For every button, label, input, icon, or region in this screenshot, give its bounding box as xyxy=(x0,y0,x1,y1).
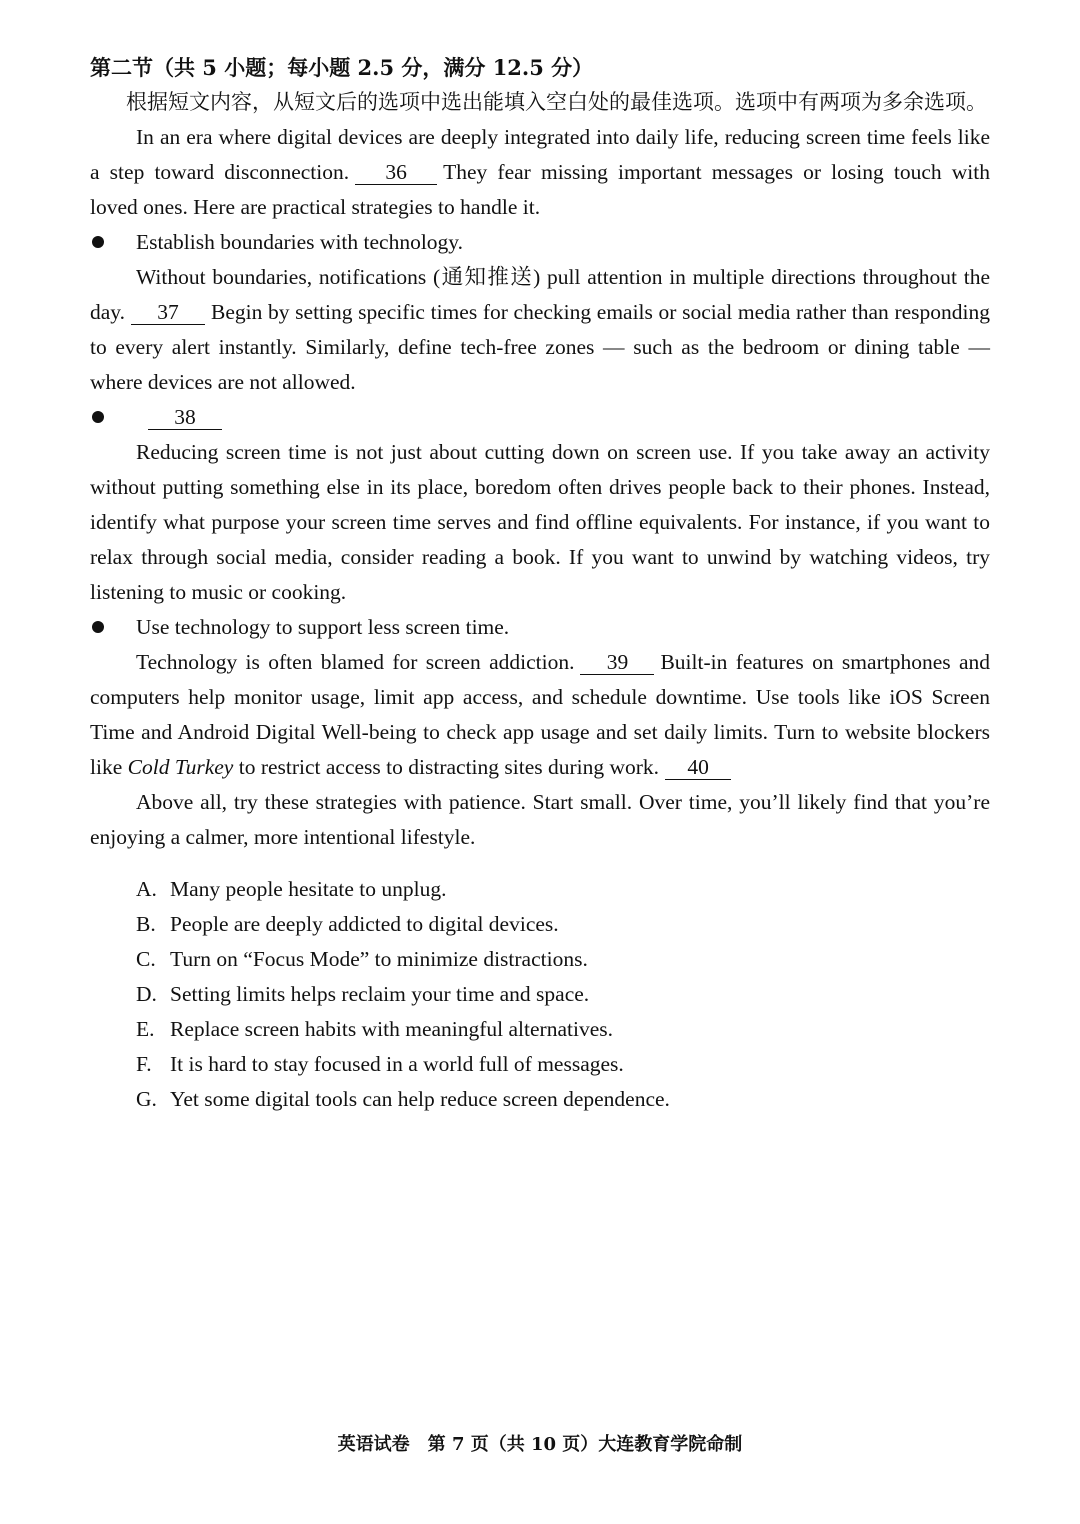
option-f xyxy=(136,1047,990,1082)
option-g xyxy=(136,1082,990,1117)
bullet-dot-icon xyxy=(92,236,104,248)
bullet-1-paragraph xyxy=(90,260,990,400)
option-letter: G. xyxy=(136,1087,157,1111)
bullet-heading-1-text: Establish boundaries with technology. xyxy=(136,230,464,254)
bullet-3-text-3: to restrict access to distracting sites during work. xyxy=(238,755,660,779)
option-letter: E. xyxy=(136,1017,155,1041)
blank-36: 36 xyxy=(355,160,437,185)
bullet-2-paragraph: Reducing screen time is not just about cutting down on screen use. If you take away an activity without putting something else in its place, boredom often drives people back to their phones. Instead, identify what purpose your screen time serves and find offline equivalents. For instance, if you want to relax through social media, consider reading a book. If you want to unwind by watching videos, try listening to music or cooking. xyxy=(90,440,990,604)
option-d xyxy=(136,977,990,1012)
bullet-dot-icon xyxy=(92,621,104,633)
options-list xyxy=(136,872,990,1117)
bullet-dot-icon xyxy=(92,411,104,423)
option-e xyxy=(136,1012,990,1047)
option-text: Setting limits helps reclaim your time and space. xyxy=(170,982,590,1006)
bullet-1-text-2: Begin by setting specific times for checking emails or social media rather than responding to every alert instantly. Similarly, define tech-free zones — such as the bedroom or dining table — where devices are not allowed. xyxy=(90,300,990,394)
spacer xyxy=(90,855,990,872)
option-a xyxy=(136,872,990,907)
option-text: It is hard to stay focused in a world full of messages. xyxy=(170,1052,624,1076)
bullet-heading-2 xyxy=(90,400,990,435)
option-text: Yet some digital tools can help reduce screen dependence. xyxy=(170,1087,670,1111)
option-text: People are deeply addicted to digital devices. xyxy=(170,912,559,936)
option-text: Replace screen habits with meaningful alternatives. xyxy=(170,1017,613,1041)
section-title: 第二节（共 5 小题；每小题 2.5 分，满分 12.5 分） xyxy=(90,55,594,80)
blank-37: 37 xyxy=(131,300,205,325)
option-letter: A. xyxy=(136,877,157,901)
bullet-3-text-2: Built-in features on smartphones and computers help monitor usage, limit app access, and schedule downtime. Use tools like iOS Screen Time and Android Digital Well-being to check app usage and set daily limits. Turn to website blockers like xyxy=(90,650,991,779)
instruction: 根据短文内容，从短文后的选项中选出能填入空白处的最佳选项。选项中有两项为多余选项。 xyxy=(126,90,987,114)
blank-39: 39 xyxy=(580,650,654,675)
bullet-heading-1 xyxy=(90,225,990,260)
blank-40: 40 xyxy=(665,755,731,780)
option-letter: B. xyxy=(136,912,156,936)
intro-text-1: In an era where digital devices are deeply integrated into daily life, reducing screen time feels like a step toward disconnection. xyxy=(90,125,990,184)
option-letter: F. xyxy=(136,1052,152,1076)
intro-text-2: They fear missing important messages or losing touch with loved ones. Here are practical strategies to handle it. xyxy=(90,160,991,219)
bullet-3-text-1: Technology is often blamed for screen addiction. xyxy=(136,650,575,674)
option-letter: C. xyxy=(136,947,156,971)
bullet-3-italic: Cold Turkey xyxy=(127,755,234,779)
option-c xyxy=(136,942,990,977)
intro-paragraph xyxy=(90,120,990,225)
conclusion-paragraph: Above all, try these strategies with patience. Start small. Over time, you’ll likely find that you’re enjoying a calmer, more intentional lifestyle. xyxy=(90,790,990,849)
exam-page xyxy=(90,50,990,1117)
bullet-heading-3-text: Use technology to support less screen time. xyxy=(136,615,510,639)
option-b xyxy=(136,907,990,942)
blank-38: 38 xyxy=(148,405,222,430)
bullet-3-paragraph xyxy=(90,645,990,785)
option-text: Many people hesitate to unplug. xyxy=(170,877,447,901)
bullet-1-text-1: Without boundaries, notifications (通知推送) pull attention in multiple directions throughout the day. xyxy=(90,265,990,324)
option-letter: D. xyxy=(136,982,157,1006)
bullet-heading-3 xyxy=(90,610,990,645)
page-footer: 英语试卷 第 7 页（共 10 页）大连教育学院命制 xyxy=(337,1434,743,1455)
option-text: Turn on “Focus Mode” to minimize distractions. xyxy=(170,947,588,971)
